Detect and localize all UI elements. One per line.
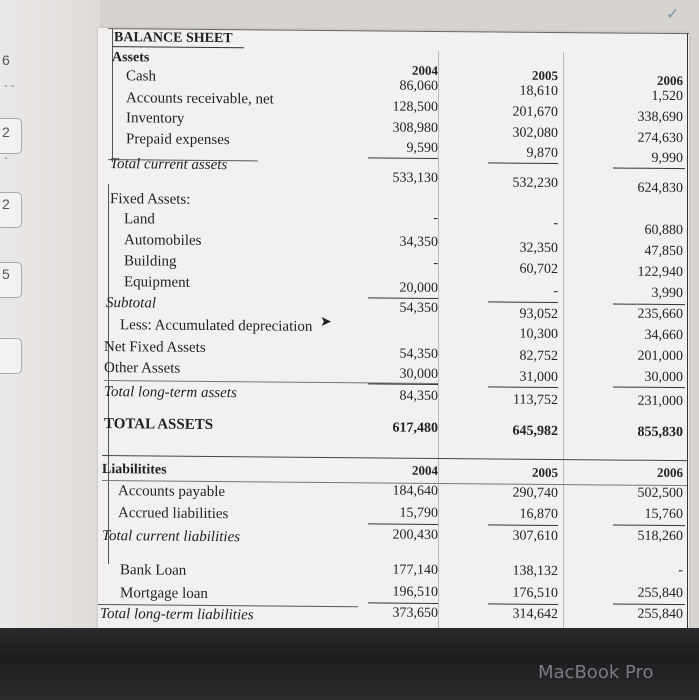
left-border	[112, 28, 113, 162]
margin-dash: -	[4, 152, 8, 164]
mouse-cursor-icon: ➤	[320, 313, 332, 331]
depreciation-2006: 34,660	[644, 327, 683, 344]
mortgage-2006: 255,840	[637, 585, 683, 602]
liab-year-header-2005: 2005	[532, 464, 558, 481]
row-label-inventory: Inventory	[126, 110, 185, 127]
total-current-liabilities-2006: 518,260	[637, 528, 683, 545]
year-header-2005: 2005	[532, 67, 558, 84]
subtotal-2006: 235,660	[637, 306, 683, 323]
bank-loan-2005: 138,132	[512, 563, 558, 580]
row-label-land: Land	[124, 211, 155, 228]
grid-line	[563, 52, 564, 632]
building-2004: -	[433, 255, 438, 271]
cash-2006: 1,520	[651, 88, 683, 105]
net-fixed-2004: 54,350	[399, 346, 438, 362]
assets-heading: Assets	[112, 50, 150, 66]
year-header-2004: 2004	[412, 62, 438, 78]
row-label-total-current-assets: Total current assets	[110, 156, 228, 174]
underline	[368, 297, 438, 299]
row-label-accrued-liabilities: Accrued liabilities	[118, 505, 229, 523]
other-assets-2006: 30,000	[644, 369, 683, 386]
equipment-2004: 20,000	[399, 280, 438, 296]
equipment-2006: 3,990	[651, 285, 683, 302]
total-long-term-liabilities-2004: 373,650	[392, 605, 438, 621]
accrued-2005: 16,870	[519, 506, 558, 523]
row-label-equipment: Equipment	[124, 274, 190, 291]
bank-loan-2004: 177,140	[392, 562, 438, 578]
land-2006: 60,880	[644, 222, 683, 239]
row-label-net-fixed-assets: Net Fixed Assets	[104, 339, 206, 356]
row-label-total-long-term-assets: Total long-term assets	[104, 384, 237, 402]
other-assets-2005: 31,000	[519, 369, 558, 386]
net-fixed-2005: 82,752	[519, 348, 558, 365]
accrued-2006: 15,760	[644, 506, 683, 523]
margin-number: 2	[2, 124, 10, 140]
liab-year-header-2006: 2006	[657, 464, 683, 481]
mortgage-2004: 196,510	[392, 584, 438, 600]
total-long-term-assets-2005: 113,752	[513, 392, 558, 409]
row-label-automobiles: Automobiles	[124, 232, 202, 249]
inventory-2004: 308,980	[392, 120, 438, 136]
prepaid-2006: 9,990	[651, 150, 683, 167]
row-label-building: Building	[124, 253, 177, 270]
year-header-2006: 2006	[657, 72, 683, 89]
margin-dash: - -	[4, 80, 15, 92]
row-label-total-current-liabilities: Total current liabilities	[102, 528, 241, 546]
total-assets-2004: 617,480	[392, 420, 438, 436]
total-current-liabilities-2004: 200,430	[392, 527, 438, 543]
total-long-term-assets-2004: 84,350	[399, 388, 438, 404]
liabilities-heading: Liabilitites	[102, 462, 167, 478]
margin-box	[0, 338, 22, 374]
row-label-bank-loan: Bank Loan	[120, 562, 187, 579]
ar-2006: 338,690	[637, 109, 683, 126]
underline	[488, 162, 558, 164]
underline	[488, 386, 558, 388]
equipment-2005: -	[553, 283, 558, 300]
depreciation-2005: 10,300	[519, 326, 558, 343]
balance-sheet	[98, 28, 689, 633]
total-long-term-assets-2006: 231,000	[637, 393, 683, 410]
underline	[613, 524, 685, 526]
building-2006: 122,940	[637, 264, 683, 281]
total-assets-2006: 855,830	[637, 424, 683, 441]
ap-2004: 184,640	[392, 483, 438, 499]
laptop-label: MacBook Pro	[538, 662, 654, 683]
bank-loan-2006: -	[678, 563, 683, 579]
right-border	[687, 33, 688, 633]
row-label-accounts-payable: Accounts payable	[118, 483, 226, 501]
ar-2004: 128,500	[392, 99, 438, 115]
total-current-liabilities-2005: 307,610	[512, 528, 558, 545]
row-label-total-long-term-liabilities: Total long-term liabilities	[100, 606, 254, 624]
row-label-other-assets: Other Assets	[104, 360, 181, 377]
underline	[613, 303, 685, 305]
prepaid-2004: 9,590	[406, 140, 438, 156]
fixed-assets-heading: Fixed Assets:	[110, 191, 191, 208]
underline	[488, 524, 558, 526]
mortgage-2005: 176,510	[512, 585, 558, 602]
ap-2006: 502,500	[637, 485, 683, 502]
row-label-mortgage-loan: Mortgage loan	[120, 585, 208, 602]
sheet-title: BALANCE SHEET	[114, 30, 233, 47]
underline	[613, 603, 685, 605]
prepaid-2005: 9,870	[526, 145, 558, 162]
automobiles-2005: 32,350	[519, 240, 558, 257]
subtotal-2005: 93,052	[519, 306, 558, 323]
subtotal-2004: 54,350	[399, 300, 438, 316]
background-window-strip	[0, 0, 100, 628]
underline	[613, 167, 685, 169]
row-label-accounts-receivable: Accounts receivable, net	[126, 90, 274, 108]
margin-number: 5	[2, 266, 10, 282]
underline	[368, 602, 438, 604]
row-label-subtotal: Subtotal	[106, 295, 157, 312]
underline	[613, 386, 685, 388]
automobiles-2006: 47,850	[644, 243, 683, 260]
underline	[368, 523, 438, 525]
cash-2004: 86,060	[399, 78, 438, 94]
accrued-2004: 15,790	[399, 505, 438, 521]
margin-number: 2	[2, 196, 10, 212]
ar-2005: 201,670	[512, 104, 558, 121]
row-label-cash: Cash	[126, 68, 156, 85]
land-2004: -	[433, 210, 438, 226]
building-2005: 60,702	[519, 261, 558, 278]
margin-number: 6	[2, 52, 10, 68]
row-label-total-assets: TOTAL ASSETS	[104, 416, 214, 434]
underline	[368, 157, 438, 159]
total-assets-2005: 645,982	[512, 423, 558, 440]
grid-line	[438, 51, 439, 631]
underline	[368, 383, 438, 385]
liabilities-top-border	[102, 455, 687, 461]
cash-2005: 18,610	[519, 83, 558, 100]
total-long-term-liabilities-2005: 314,642	[512, 606, 558, 623]
land-2005: -	[553, 215, 558, 232]
automobiles-2004: 34,350	[399, 234, 438, 250]
checkmark-icon: ✓	[666, 4, 680, 23]
row-label-prepaid-expenses: Prepaid expenses	[126, 131, 230, 149]
total-current-assets-2006: 624,830	[637, 180, 683, 197]
underline	[488, 301, 558, 303]
other-assets-2004: 30,000	[399, 366, 438, 382]
row-label-accumulated-depreciation: Less: Accumulated depreciation	[120, 317, 313, 335]
ap-2005: 290,740	[512, 485, 558, 502]
inventory-2005: 302,080	[512, 125, 558, 142]
liab-year-header-2004: 2004	[412, 462, 438, 478]
total-current-assets-2005: 532,230	[512, 175, 558, 192]
net-fixed-2006: 201,000	[637, 348, 683, 365]
inventory-2006: 274,630	[637, 130, 683, 147]
total-long-term-liabilities-2006: 255,840	[637, 606, 683, 623]
underline	[488, 603, 558, 605]
total-current-assets-2004: 533,130	[392, 170, 438, 186]
